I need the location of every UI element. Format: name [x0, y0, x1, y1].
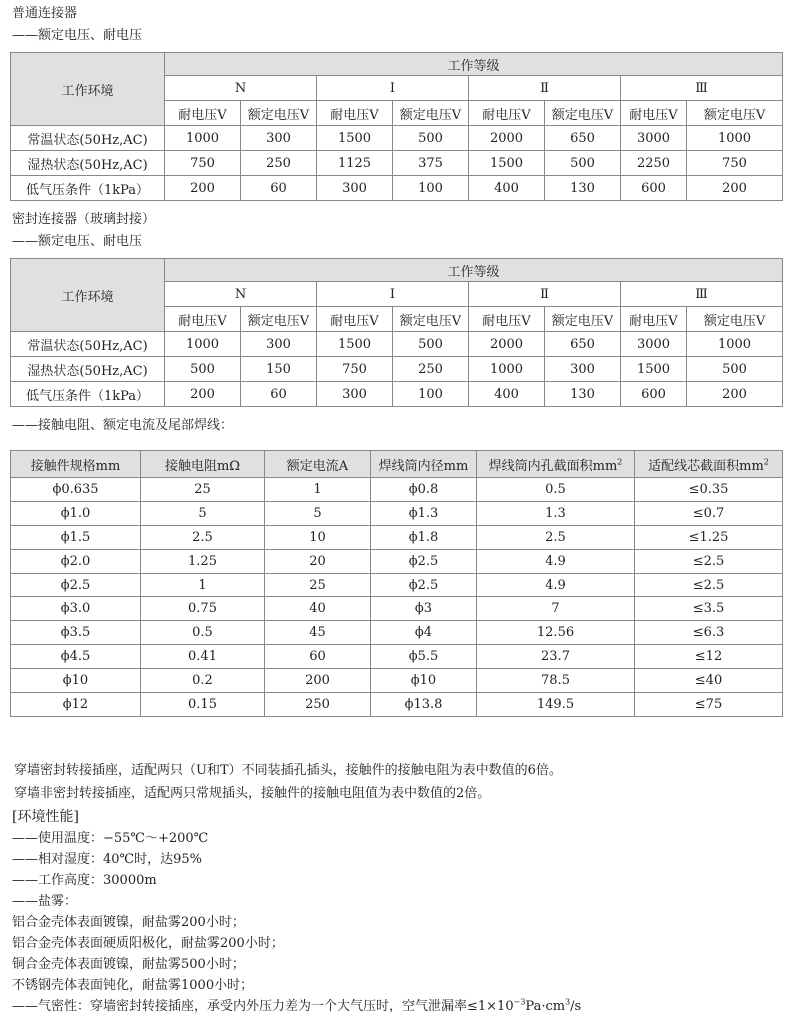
voltage-cell: 300: [241, 332, 317, 357]
sub-header-rated: 额定电压V: [687, 101, 783, 126]
env-header: 工作环境: [11, 259, 165, 332]
spec-cell: ϕ2.5: [11, 573, 141, 597]
env-header: 工作环境: [11, 53, 165, 126]
voltage-cell: 3000: [621, 332, 687, 357]
section2-subtitle: ——额定电压、耐电压: [12, 234, 143, 249]
voltage-cell: 2000: [469, 126, 545, 151]
spec-cell: 23.7: [477, 645, 635, 669]
spec-cell: 200: [265, 669, 371, 693]
sub-header-withstand: 耐电压V: [621, 307, 687, 332]
level-i: I: [317, 76, 469, 101]
voltage-cell: 500: [393, 332, 469, 357]
section2-title: 密封连接器（玻璃封接）: [12, 212, 156, 227]
voltage-cell: 250: [241, 151, 317, 176]
spec-cell: 0.41: [141, 645, 265, 669]
level-n: N: [165, 76, 317, 101]
table-row: [11, 621, 783, 645]
sub-header-rated: 额定电压V: [393, 307, 469, 332]
voltage-cell: 2250: [621, 151, 687, 176]
spec-cell: 78.5: [477, 669, 635, 693]
note-1: 穿墙密封转接插座，适配两只（U和T）不同装插孔插头，接触件的接触电阻为表中数值的6倍。: [14, 763, 562, 778]
voltage-cell: 400: [469, 382, 545, 407]
voltage-cell: 500: [687, 357, 783, 382]
spec-cell: 5: [141, 501, 265, 525]
header-cup-area: 焊线筒内孔截面积$mm^2$: [477, 451, 635, 478]
voltage-cell: 1500: [469, 151, 545, 176]
spec-cell: 1.3: [477, 501, 635, 525]
row-env-label: 常温状态(50Hz,AC): [11, 332, 165, 357]
table-row: [11, 693, 783, 717]
sub-header-withstand: 耐电压V: [317, 101, 393, 126]
voltage-cell: 1125: [317, 151, 393, 176]
voltage-cell: 600: [621, 176, 687, 201]
spec-cell: ϕ3: [371, 597, 477, 621]
table-row: [11, 357, 783, 382]
sub-header-withstand: 耐电压V: [621, 101, 687, 126]
env-line-altitude: ——工作高度：30000m: [12, 873, 157, 888]
voltage-cell: 130: [545, 382, 621, 407]
voltage-cell: 1000: [469, 357, 545, 382]
spec-cell: 25: [141, 478, 265, 502]
spec-cell: ϕ5.5: [371, 645, 477, 669]
voltage-cell: 1500: [317, 332, 393, 357]
spec-cell: ϕ1.0: [11, 501, 141, 525]
spec-cell: 2.5: [477, 525, 635, 549]
spec-cell: 7: [477, 597, 635, 621]
sub-header-rated: 额定电压V: [241, 101, 317, 126]
voltage-cell: 3000: [621, 126, 687, 151]
table-row: [11, 669, 783, 693]
env-line-al-anodize: 铝合金壳体表面硬质阳极化，耐盐雾200小时；: [12, 936, 284, 951]
note-2: 穿墙非密封转接插座，适配两只常规插头，接触件的接触电阻值为表中数值的2倍。: [14, 786, 491, 801]
spec-cell: 40: [265, 597, 371, 621]
spec-cell: ϕ4: [371, 621, 477, 645]
level-header: 工作等级: [165, 259, 783, 282]
sub-header-rated: 额定电压V: [545, 307, 621, 332]
spec-cell: ≤3.5: [635, 597, 783, 621]
spec-cell: 4.9: [477, 549, 635, 573]
spec-cell: ≤6.3: [635, 621, 783, 645]
spec-cell: 0.75: [141, 597, 265, 621]
spec-cell: ϕ10: [11, 669, 141, 693]
spec-cell: 1: [141, 573, 265, 597]
voltage-cell: 300: [545, 357, 621, 382]
table-row: [11, 151, 783, 176]
header-resistance: 接触电阻mΩ: [141, 451, 265, 478]
voltage-cell: 500: [545, 151, 621, 176]
sub-header-rated: 额定电压V: [545, 101, 621, 126]
spec-cell: ϕ2.5: [371, 549, 477, 573]
row-env-label: 常温状态(50Hz,AC): [11, 126, 165, 151]
spec-cell: 250: [265, 693, 371, 717]
spec-cell: ϕ4.5: [11, 645, 141, 669]
spec-cell: 10: [265, 525, 371, 549]
voltage-cell: 200: [687, 176, 783, 201]
spec-cell: 45: [265, 621, 371, 645]
env-line-cu-nickel: 铜合金壳体表面镀镍，耐盐雾500小时；: [12, 957, 245, 972]
spec-cell: 5: [265, 501, 371, 525]
spec-cell: 2.5: [141, 525, 265, 549]
spec-cell: 1.25: [141, 549, 265, 573]
voltage-cell: 1000: [687, 126, 783, 151]
voltage-cell: 650: [545, 332, 621, 357]
table-row: [11, 645, 783, 669]
voltage-cell: 1000: [165, 332, 241, 357]
spec-cell: ≤2.5: [635, 549, 783, 573]
env-line-ss-passivate: 不锈钢壳体表面钝化，耐盐雾1000小时；: [12, 978, 254, 993]
voltage-cell: 750: [687, 151, 783, 176]
level-ii: Ⅱ: [469, 76, 621, 101]
env-line-humidity: ——相对湿度：40℃时，达95%: [12, 852, 202, 867]
spec-cell: ϕ0.8: [371, 478, 477, 502]
spec-cell: ≤40: [635, 669, 783, 693]
level-i: I: [317, 282, 469, 307]
sub-header-withstand: 耐电压V: [165, 307, 241, 332]
section3-title: ——接触电阻、额定电流及尾部焊线：: [12, 418, 234, 433]
spec-cell: 4.9: [477, 573, 635, 597]
spec-cell: 0.2: [141, 669, 265, 693]
level-n: N: [165, 282, 317, 307]
voltage-cell: 150: [241, 357, 317, 382]
section1-title: 普通连接器: [12, 6, 78, 21]
spec-cell: ϕ2.5: [371, 573, 477, 597]
spec-cell: 12.56: [477, 621, 635, 645]
spec-cell: ≤75: [635, 693, 783, 717]
row-env-label: 湿热状态(50Hz,AC): [11, 357, 165, 382]
header-current: 额定电流A: [265, 451, 371, 478]
level-iii: Ⅲ: [621, 76, 783, 101]
spec-cell: 0.15: [141, 693, 265, 717]
header-contact-size: 接触件规格mm: [11, 451, 141, 478]
header-wire-area: 适配线芯截面积$mm^2$: [635, 451, 783, 478]
voltage-cell: 2000: [469, 332, 545, 357]
voltage-cell: 375: [393, 151, 469, 176]
sub-header-withstand: 耐电压V: [317, 307, 393, 332]
voltage-table-2: [10, 258, 783, 407]
voltage-cell: 1500: [621, 357, 687, 382]
contact-spec-table: [10, 450, 783, 717]
table-row: [11, 501, 783, 525]
voltage-cell: 250: [393, 357, 469, 382]
voltage-cell: 1000: [687, 332, 783, 357]
table-row: [11, 525, 783, 549]
spec-cell: ≤1.25: [635, 525, 783, 549]
sub-header-withstand: 耐电压V: [165, 101, 241, 126]
spec-cell: 149.5: [477, 693, 635, 717]
spec-cell: 60: [265, 645, 371, 669]
sub-header-withstand: 耐电压V: [469, 307, 545, 332]
spec-cell: ϕ2.0: [11, 549, 141, 573]
voltage-cell: 100: [393, 382, 469, 407]
voltage-cell: 400: [469, 176, 545, 201]
sub-header-rated: 额定电压V: [687, 307, 783, 332]
level-ii: Ⅱ: [469, 282, 621, 307]
env-line-al-nickel: 铝合金壳体表面镀镍，耐盐雾200小时；: [12, 915, 245, 930]
table-row: [11, 332, 783, 357]
voltage-cell: 60: [241, 382, 317, 407]
spec-cell: ≤12: [635, 645, 783, 669]
spec-cell: ϕ1.3: [371, 501, 477, 525]
voltage-cell: 130: [545, 176, 621, 201]
spec-cell: ϕ1.5: [11, 525, 141, 549]
voltage-cell: 60: [241, 176, 317, 201]
level-header: 工作等级: [165, 53, 783, 76]
spec-cell: ϕ10: [371, 669, 477, 693]
table-row: [11, 573, 783, 597]
table-row: [11, 126, 783, 151]
spec-cell: ϕ0.635: [11, 478, 141, 502]
voltage-cell: 500: [393, 126, 469, 151]
spec-cell: ϕ13.8: [371, 693, 477, 717]
voltage-cell: 750: [317, 357, 393, 382]
spec-cell: 1: [265, 478, 371, 502]
row-env-label: 低气压条件（1kPa）: [11, 176, 165, 201]
table-row: [11, 597, 783, 621]
voltage-table-1: [10, 52, 783, 201]
header-cup-diameter: 焊线筒内径mm: [371, 451, 477, 478]
sub-header-rated: 额定电压V: [241, 307, 317, 332]
table-row: [11, 549, 783, 573]
env-title: [环境性能]: [12, 809, 79, 825]
level-iii: Ⅲ: [621, 282, 783, 307]
sub-header-withstand: 耐电压V: [469, 101, 545, 126]
row-env-label: 湿热状态(50Hz,AC): [11, 151, 165, 176]
spec-cell: 25: [265, 573, 371, 597]
spec-cell: ≤2.5: [635, 573, 783, 597]
spec-cell: ϕ12: [11, 693, 141, 717]
voltage-cell: 750: [165, 151, 241, 176]
spec-cell: 0.5: [141, 621, 265, 645]
table-row: [11, 382, 783, 407]
table-row: [11, 478, 783, 502]
voltage-cell: 1000: [165, 126, 241, 151]
voltage-cell: 200: [165, 382, 241, 407]
spec-cell: ϕ1.8: [371, 525, 477, 549]
env-line-temp: ——使用温度：−55℃～+200℃: [12, 831, 209, 846]
row-env-label: 低气压条件（1kPa）: [11, 382, 165, 407]
voltage-cell: 300: [317, 382, 393, 407]
voltage-cell: 100: [393, 176, 469, 201]
voltage-cell: 650: [545, 126, 621, 151]
env-line-airtight: ——气密性：穿墙密封转接插座，承受内外压力差为一个大气压时，空气泄漏率$\le 1\times 10^{-3}Pa\cdot cm^3/s$: [12, 997, 582, 1014]
voltage-cell: 1500: [317, 126, 393, 151]
table-row: [11, 176, 783, 201]
env-line-saltspray: ——盐雾：: [12, 894, 78, 909]
voltage-cell: 300: [241, 126, 317, 151]
section1-subtitle: ——额定电压、耐电压: [12, 28, 143, 43]
spec-cell: ϕ3.5: [11, 621, 141, 645]
spec-cell: ≤0.35: [635, 478, 783, 502]
spec-cell: 20: [265, 549, 371, 573]
sub-header-rated: 额定电压V: [393, 101, 469, 126]
voltage-cell: 300: [317, 176, 393, 201]
voltage-cell: 200: [165, 176, 241, 201]
voltage-cell: 500: [165, 357, 241, 382]
spec-cell: 0.5: [477, 478, 635, 502]
voltage-cell: 200: [687, 382, 783, 407]
spec-cell: ≤0.7: [635, 501, 783, 525]
voltage-cell: 600: [621, 382, 687, 407]
spec-cell: ϕ3.0: [11, 597, 141, 621]
